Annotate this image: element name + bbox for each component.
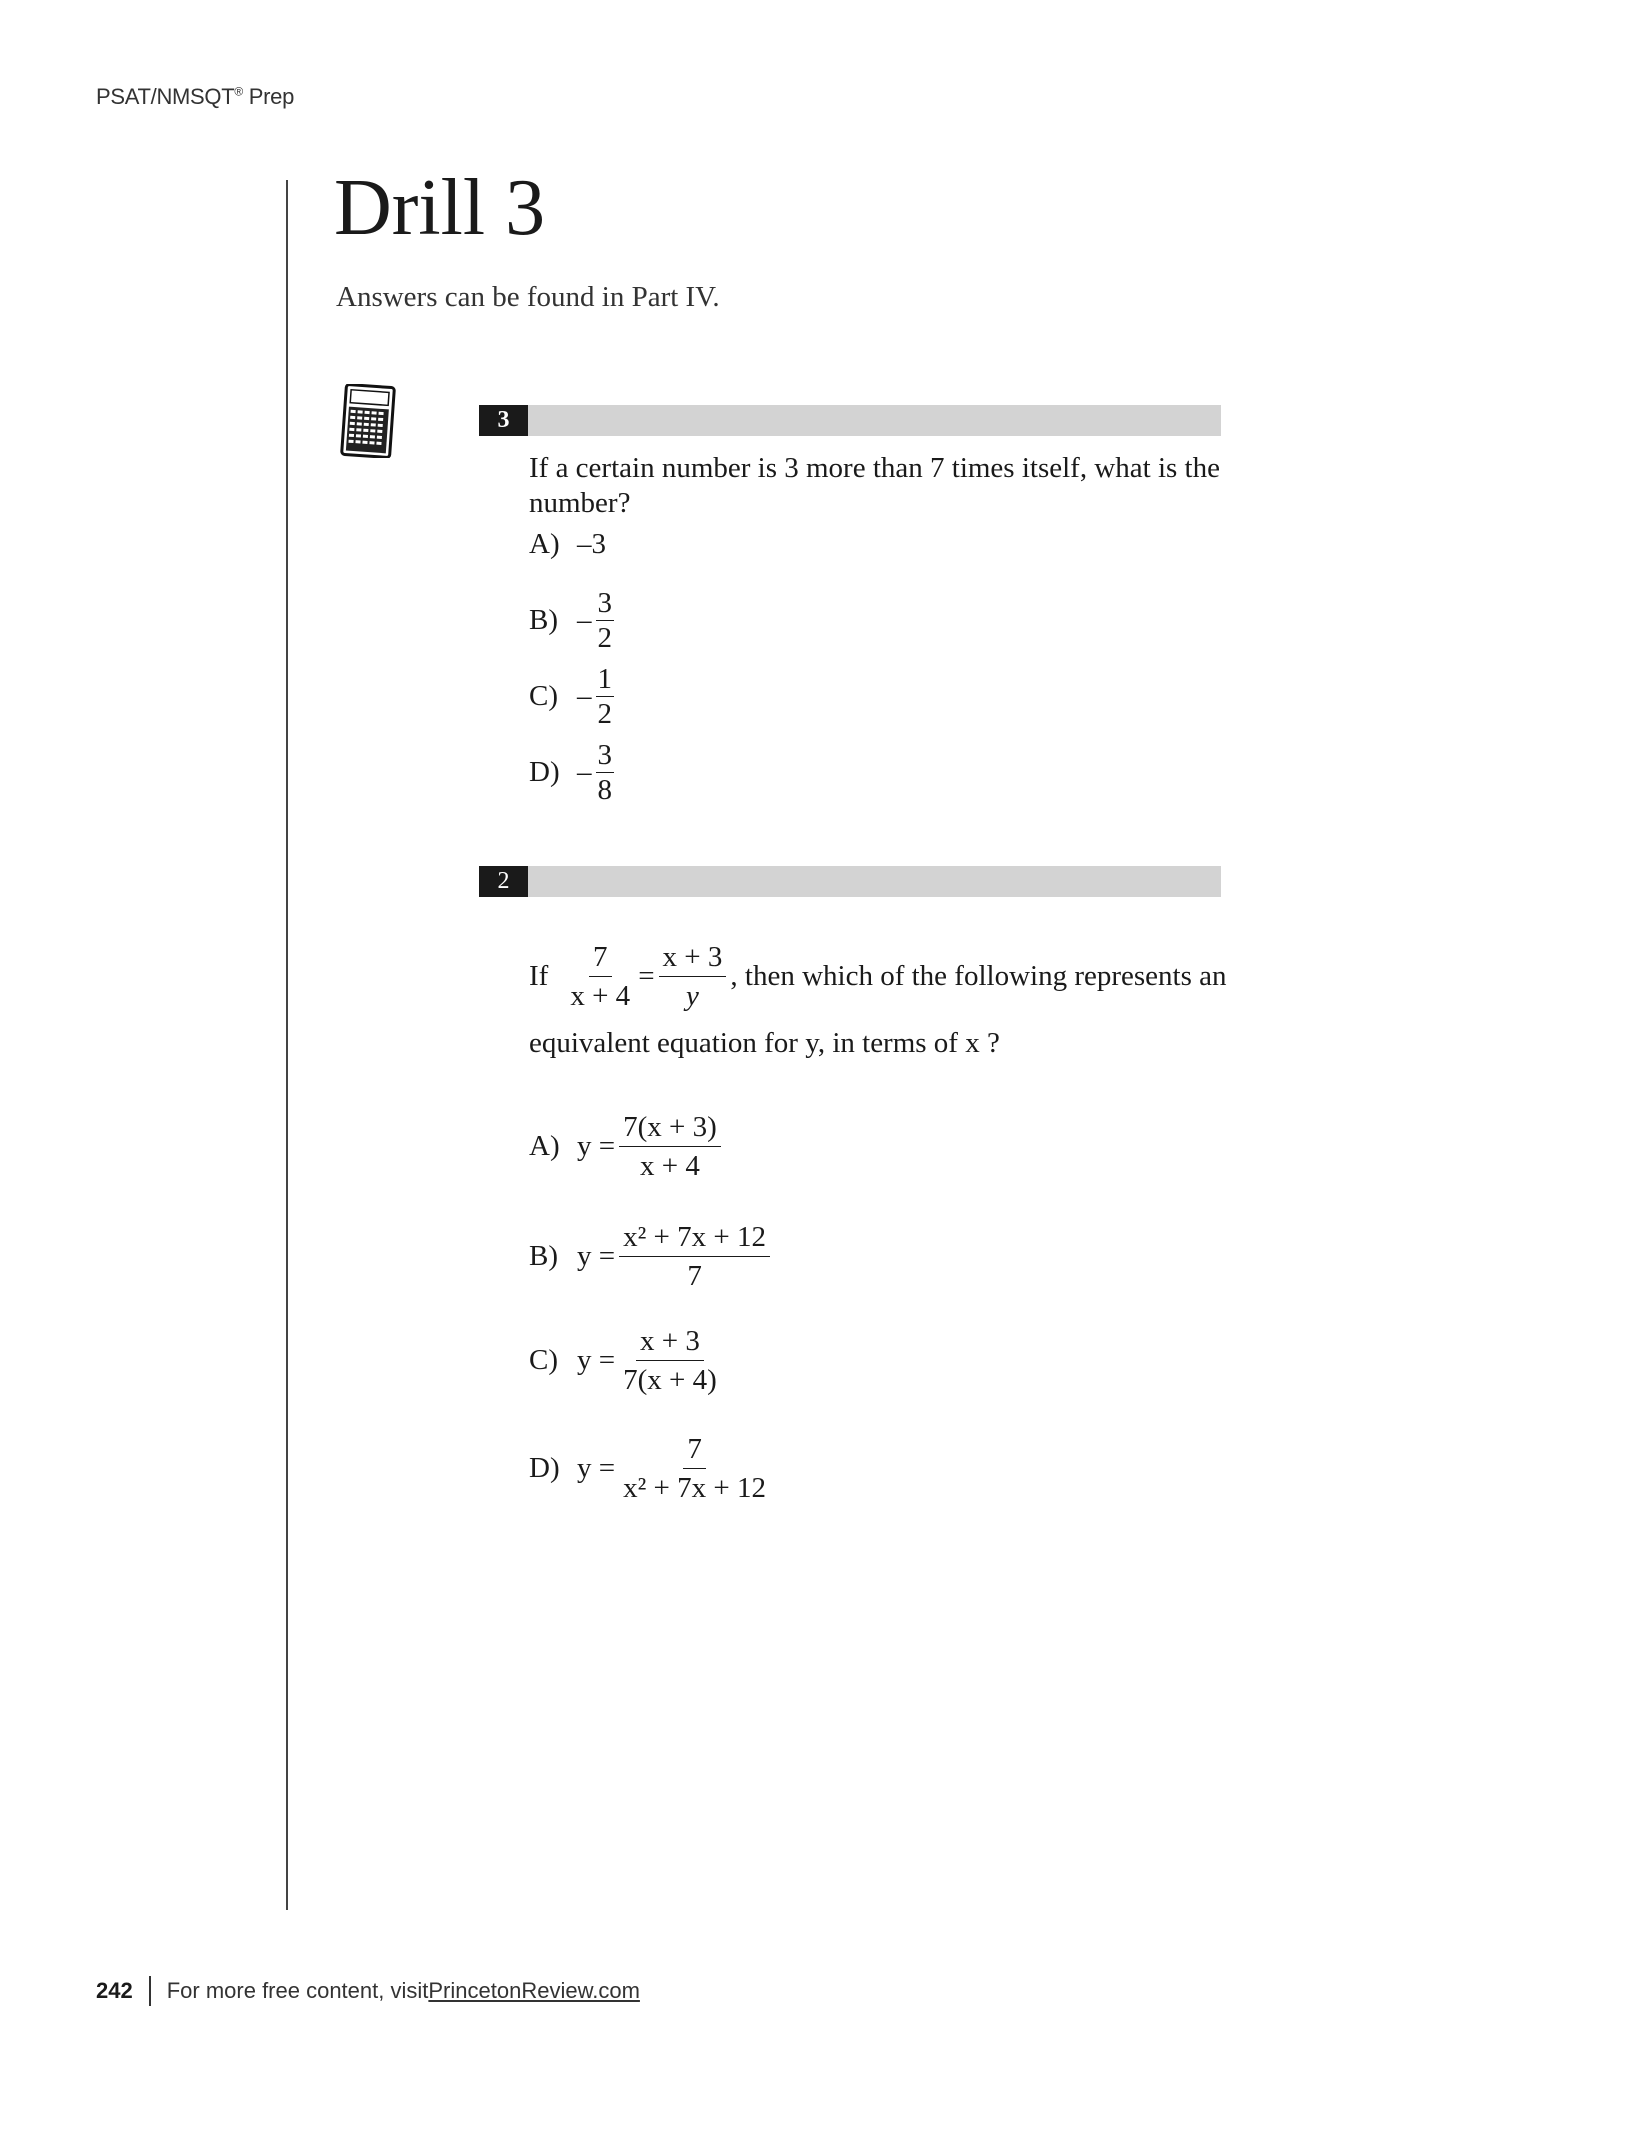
denominator: 2 [597,698,612,730]
option-fraction [619,1108,721,1185]
denominator: 7 [687,1260,702,1292]
answer-option [529,1108,725,1185]
registered-mark: ® [234,84,243,99]
footer-text: For more free content, visit [166,1978,429,2003]
question-bar [479,405,1221,436]
stem-lhs-fraction [566,938,634,1015]
numerator: 7 [683,1430,706,1469]
princeton-review-link[interactable]: PrincetonReview.com [428,1978,640,2003]
option-sign: – [577,756,592,788]
option-lhs: y = [577,1240,616,1272]
answer-option [529,662,618,731]
answer-option [529,1218,774,1295]
stem-if: If [529,960,549,992]
option-fraction [619,1218,770,1295]
answer-option [529,738,618,807]
option-sign: – [577,680,592,712]
option-label: D) [529,756,560,788]
option-value: –3 [577,528,606,560]
question-stem [529,938,1227,1015]
question-number: 2 [479,866,528,897]
page-number: 242 [96,1978,133,2003]
numerator: x + 3 [636,1322,704,1361]
equals-sign: = [638,960,655,992]
calculator-icon [338,384,398,458]
option-label: C) [529,1344,558,1376]
header-title: PSAT/NMSQT [96,84,235,109]
margin-rule [286,180,288,1910]
option-label: A) [529,528,560,560]
numerator: 3 [597,587,612,619]
numerator: 1 [597,663,612,695]
numerator: 7(x + 3) [619,1108,721,1147]
question-bar [479,866,1221,897]
option-lhs: y = [577,1130,616,1162]
denominator: 7(x + 4) [623,1364,717,1396]
numerator: 7 [589,938,612,977]
numerator: x² + 7x + 12 [619,1218,770,1257]
option-sign: – [577,604,592,636]
option-fraction [596,738,615,807]
drill-subtitle: Answers can be found in Part IV. [336,281,720,313]
answer-option [529,1430,774,1507]
option-fraction [619,1322,721,1399]
stem-text-line2: equivalent equation for y, in terms of x ? [529,1027,1000,1059]
stem-rhs-fraction [659,938,727,1015]
answer-option [529,1322,725,1399]
denominator: x + 4 [570,980,631,1012]
option-fraction [596,662,615,731]
option-label: B) [529,604,558,636]
drill-title: Drill 3 [334,164,546,252]
question-number: 3 [479,405,528,436]
denominator: y [686,980,699,1012]
option-fraction [596,586,615,655]
question-text: If a certain number is 3 more than 7 times itself, what is the number? [529,452,1220,519]
denominator: 2 [597,622,612,654]
option-label: C) [529,680,558,712]
option-label: B) [529,1240,558,1272]
denominator: x² + 7x + 12 [623,1472,767,1504]
stem-text: , then which of the following represents an [730,960,1227,992]
option-fraction [619,1430,770,1507]
numerator: x + 3 [659,938,727,977]
option-lhs: y = [577,1452,616,1484]
denominator: 8 [597,774,612,806]
numerator: 3 [597,739,612,771]
running-header [96,84,294,110]
denominator: x + 4 [640,1150,700,1182]
answer-option [529,586,618,655]
footer-divider [149,1976,151,2006]
option-label: A) [529,1130,560,1162]
page-footer [96,1976,640,2006]
option-lhs: y = [577,1344,616,1376]
answer-option [529,528,606,561]
header-suffix: Prep [242,84,295,109]
option-label: D) [529,1452,560,1484]
